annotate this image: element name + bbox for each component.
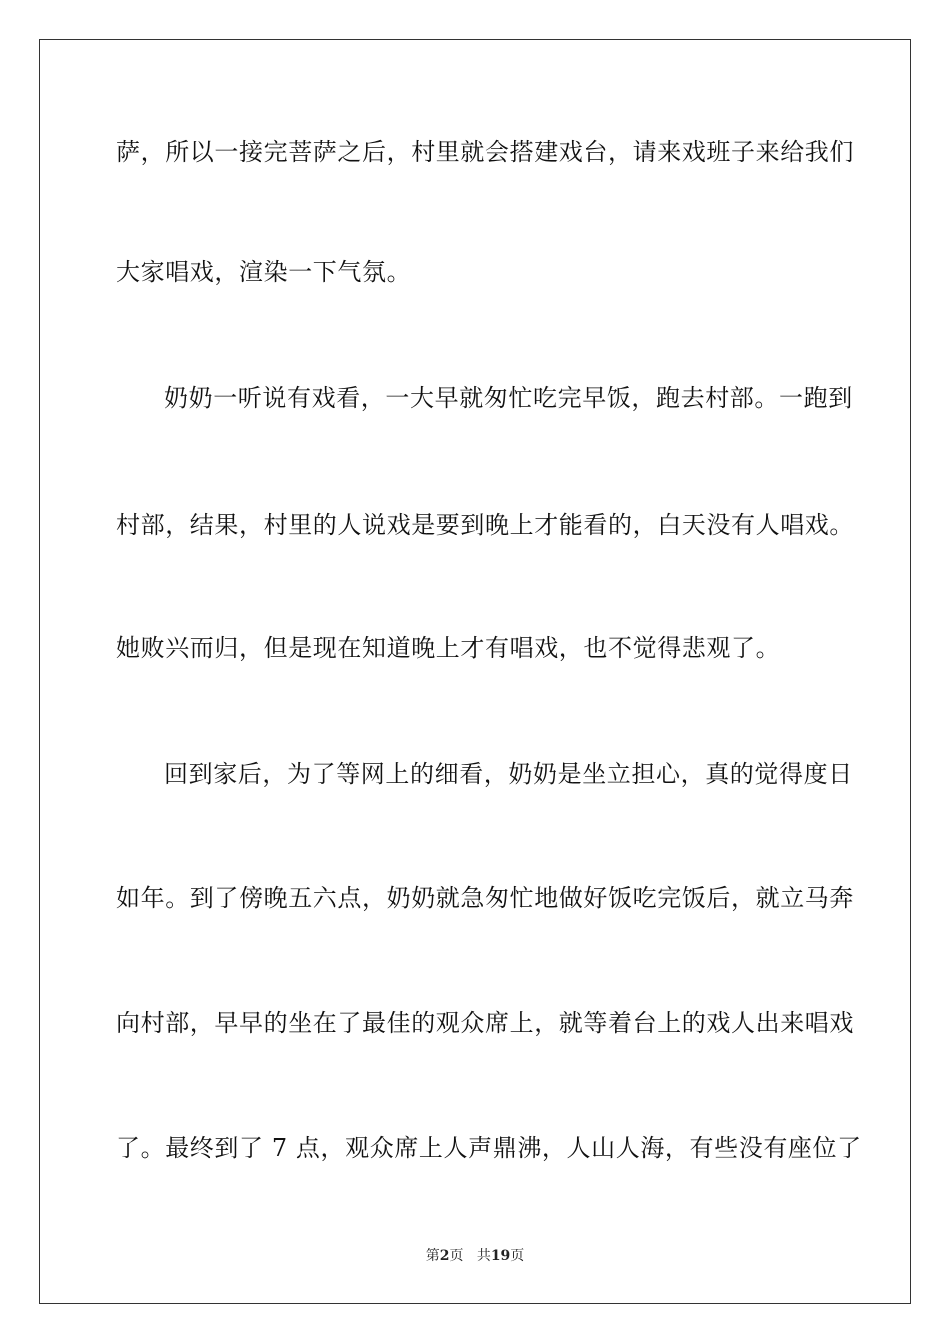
total-prefix: 共 bbox=[476, 1248, 491, 1264]
text-line-1: 萨，所以一接完菩萨之后，村里就会搭建戏台，请来戏班子来给我们 bbox=[116, 138, 854, 166]
page-footer bbox=[0, 1247, 950, 1265]
page-border bbox=[39, 39, 911, 1304]
text-line-4: 村部，结果，村里的人说戏是要到晚上才能看的，白天没有人唱戏。 bbox=[116, 511, 854, 539]
page-prefix: 第 bbox=[425, 1248, 440, 1264]
page-number: 2 bbox=[439, 1248, 450, 1264]
text-line-6: 回到家后，为了等网上的细看，奶奶是坐立担心，真的觉得度日 bbox=[164, 760, 853, 788]
text-line-9: 了。最终到了 7 点，观众席上人声鼎沸，人山人海，有些没有座位了 bbox=[116, 1134, 862, 1162]
text-line-7: 如年。到了傍晚五六点，奶奶就急匆忙地做好饭吃完饭后，就立马奔 bbox=[116, 884, 854, 912]
text-line-5: 她败兴而归，但是现在知道晚上才有唱戏，也不觉得悲观了。 bbox=[116, 634, 781, 662]
total-suffix: 页 bbox=[510, 1248, 525, 1264]
text-line-2: 大家唱戏，渲染一下气氛。 bbox=[116, 258, 412, 286]
page-suffix: 页 bbox=[449, 1248, 464, 1264]
total-pages: 19 bbox=[490, 1248, 511, 1264]
text-line-8: 向村部，早早的坐在了最佳的观众席上，就等着台上的戏人出来唱戏 bbox=[116, 1009, 854, 1037]
text-line-3: 奶奶一听说有戏看，一大早就匆忙吃完早饭，跑去村部。一跑到 bbox=[164, 384, 853, 412]
